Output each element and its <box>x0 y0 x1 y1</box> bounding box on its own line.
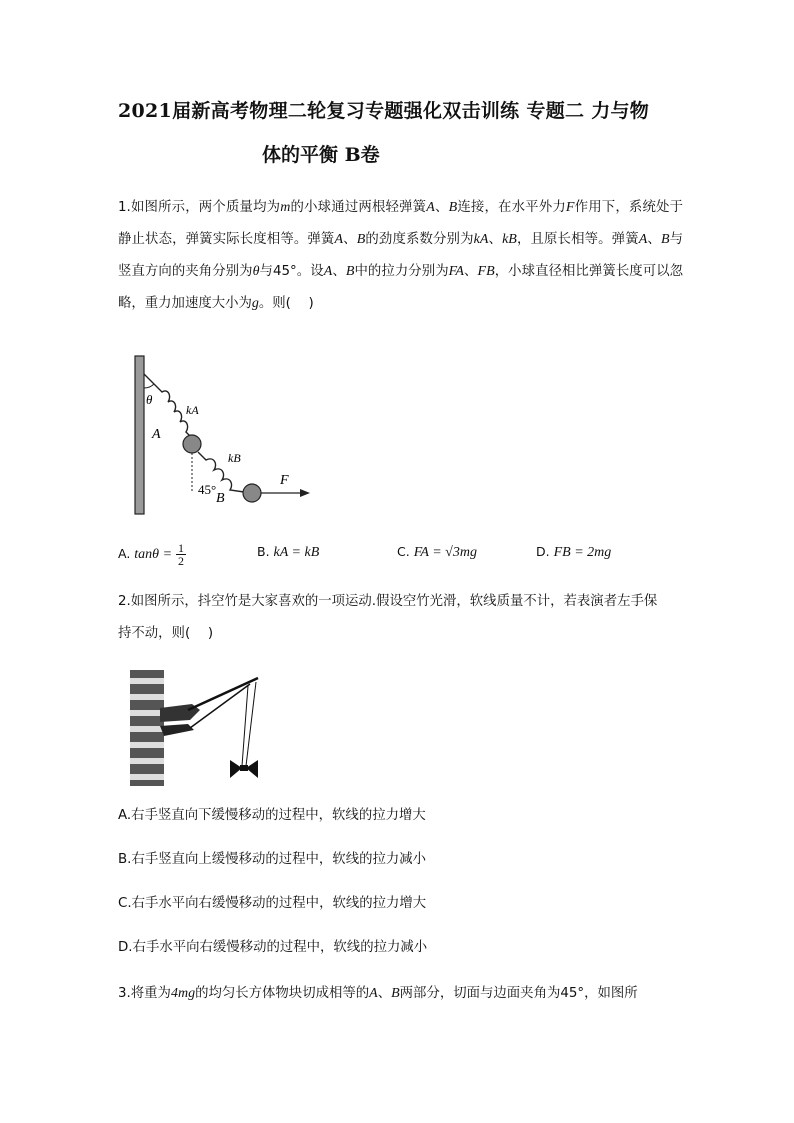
label-A: A <box>152 427 161 442</box>
diabolo-photo <box>130 670 272 786</box>
q1-option-b[interactable]: B. kA = kB <box>257 544 320 560</box>
force-arrow-head <box>300 489 310 497</box>
question-1-text: 1.如图所示，两个质量均为m的小球通过两根轻弹簧A、B连接，在水平外力F作用下，系统处于静止状态，弹簧实际长度相等。弹簧A、B的劲度系数分别为kA、kB，且原长相等。弹簧A、B与竖直方向的夹角分别为θ与45°。设A、B中的拉力分别为FA、FB，小球直径相比弹簧长度可以忽略，重力加速度大小为g。则( ) <box>118 200 684 311</box>
label-theta: θ <box>146 392 153 407</box>
page-title-line2: 体的平衡 B卷 <box>262 144 380 166</box>
q2-option-b[interactable]: B.右手竖直向上缓慢移动的过程中，软线的拉力减小 <box>118 852 427 867</box>
label-kA: kA <box>186 403 199 417</box>
q2-option-c[interactable]: C.右手水平向右缓慢移动的过程中，软线的拉力增大 <box>118 896 427 911</box>
label-45: 45° <box>198 482 217 497</box>
theta-arc <box>144 384 154 388</box>
label-F: F <box>280 473 289 488</box>
ball-2 <box>243 484 261 502</box>
q1-option-a[interactable]: A. tanθ = $\frac{1}{2}$ <box>118 541 184 568</box>
q2-option-d[interactable]: D.右手水平向右缓慢移动的过程中，软线的拉力减小 <box>118 940 428 955</box>
ball-1 <box>183 435 201 453</box>
page-title: 2021届新高考物理二轮复习专题强化双击训练 专题二 力与物 <box>118 100 650 122</box>
q2-option-a[interactable]: A.右手竖直向下缓慢移动的过程中，软线的拉力增大 <box>118 808 426 823</box>
spring-ball-diagram <box>128 352 318 517</box>
fraction: $\frac{1}{2}$ <box>178 541 184 568</box>
label-kB: kB <box>228 451 241 465</box>
question-3-text: 3.将重为4mg的均匀长方体物块切成相等的A、B两部分，切面与边面夹角为45°，如图所 <box>118 986 638 1001</box>
question-2-line1: 2.如图所示，抖空竹是大家喜欢的一项运动.假设空竹光滑，软线质量不计，若表演者左手保 <box>118 594 658 609</box>
kA-symbol: kA <box>473 232 489 247</box>
q1-option-c[interactable]: C. FA = √3mg <box>397 544 477 560</box>
question-2-line2: 持不动，则( ) <box>118 626 214 641</box>
wall <box>135 356 144 514</box>
q1-option-d[interactable]: D. FB = 2mg <box>536 544 612 560</box>
label-B: B <box>216 491 225 506</box>
